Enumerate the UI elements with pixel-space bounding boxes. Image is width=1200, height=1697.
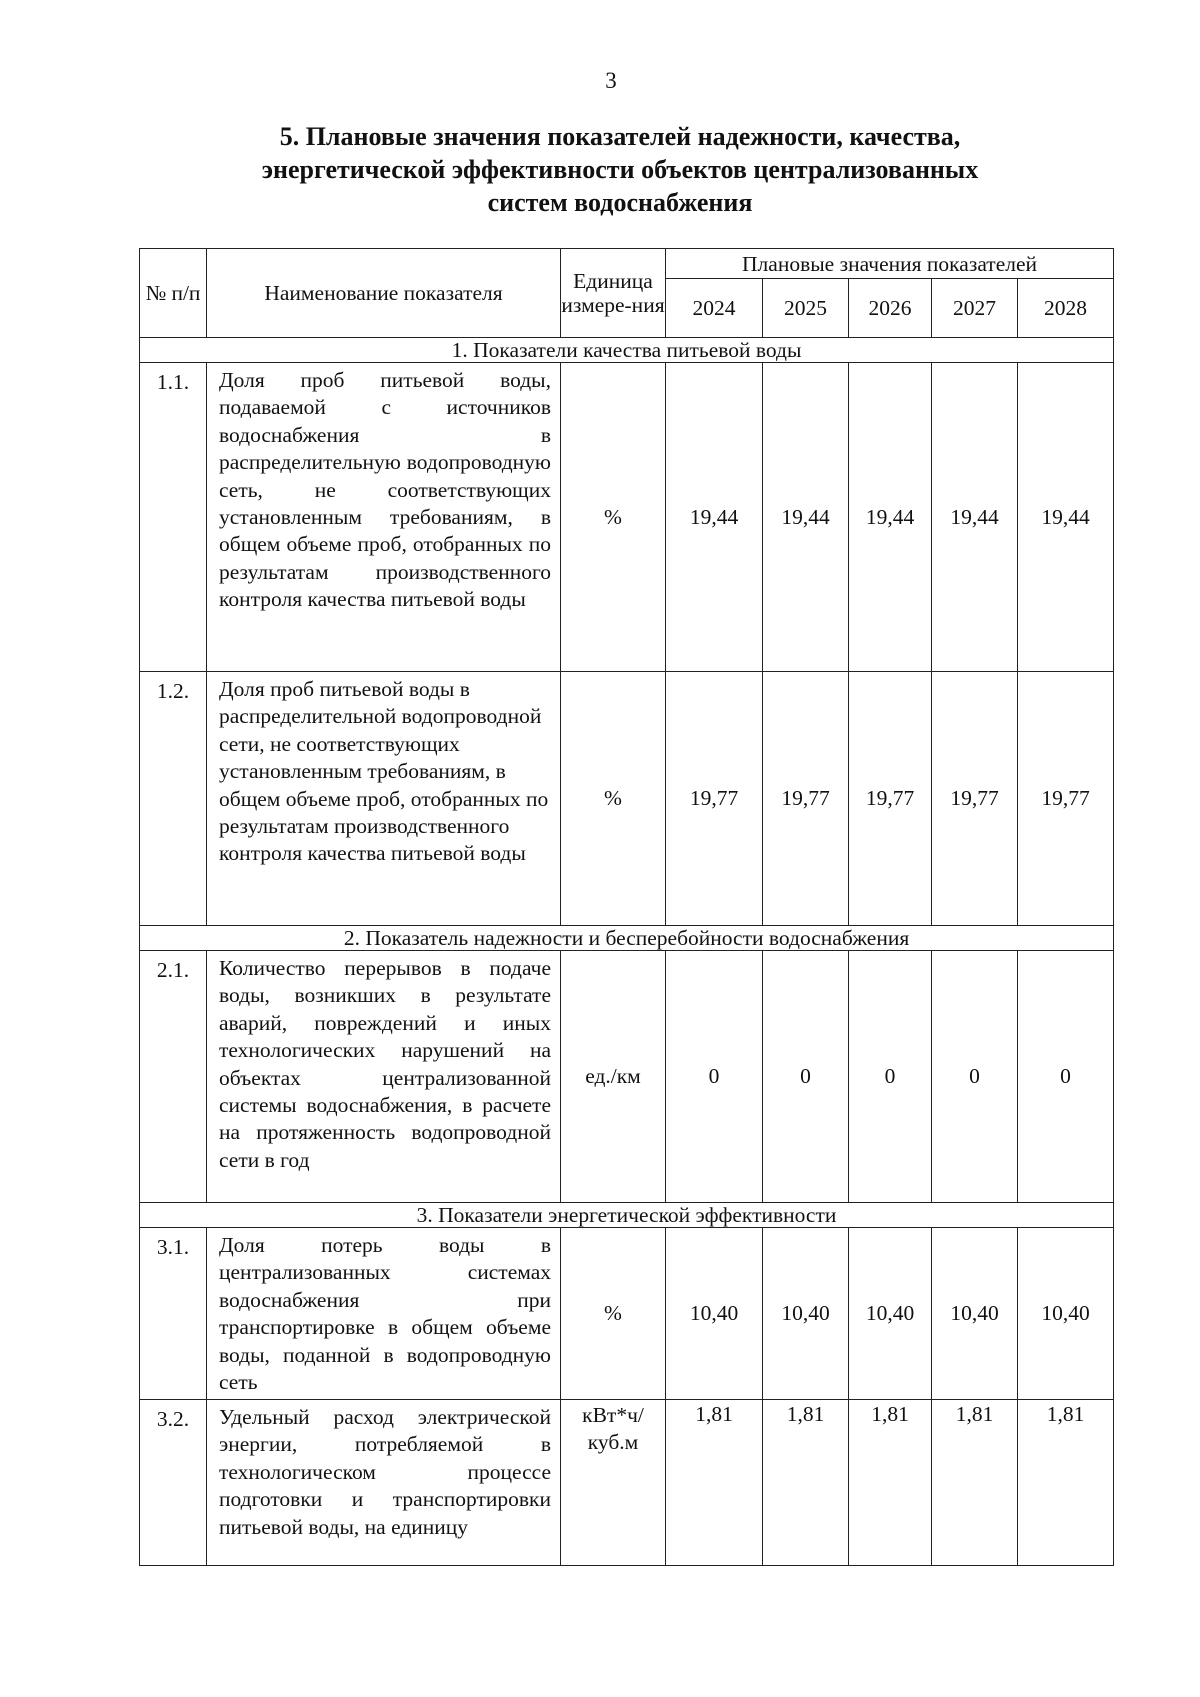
section-title: 2. Показатель надежности и бесперебойности водоснабжения xyxy=(140,926,1114,951)
header-year: 2026 xyxy=(849,279,932,338)
value-cell: 0 xyxy=(932,951,1018,1203)
value-cell: 19,44 xyxy=(763,363,849,672)
value-cell: 0 xyxy=(763,951,849,1203)
value-cell: 19,77 xyxy=(1018,672,1114,926)
table-row xyxy=(140,363,1114,672)
indicator-name: Количество перерывов в подаче воды, возникших в результате аварий, повреждений и иных технологических нарушений на объектах централизованной системы водоснабжения, в расчете на протяженность водопроводной сети в год xyxy=(207,951,561,1203)
table-row xyxy=(140,672,1114,926)
value-cell: 0 xyxy=(1018,951,1114,1203)
unit-cell: кВт*ч/ куб.м xyxy=(561,1400,666,1566)
row-number: 3.2. xyxy=(140,1400,207,1566)
page-number: 3 xyxy=(605,68,617,93)
value-cell: 10,40 xyxy=(849,1228,932,1400)
indicator-name: Доля проб питьевой воды, подаваемой с источников водоснабжения в распределительную водопроводную сеть, не соответствующих установленным требованиям, в общем объеме проб, отобранных по результатам производственного контроля качества питьевой воды xyxy=(207,363,561,672)
value-cell: 0 xyxy=(849,951,932,1203)
header-year: 2024 xyxy=(666,279,763,338)
row-number: 2.1. xyxy=(140,951,207,1203)
page-title xyxy=(140,120,1100,219)
table-row xyxy=(140,1400,1114,1566)
unit-cell: % xyxy=(561,672,666,926)
value-cell: 1,81 xyxy=(666,1400,763,1566)
value-cell: 1,81 xyxy=(1018,1400,1114,1566)
table-row xyxy=(140,1228,1114,1400)
indicator-name: Доля потерь воды в централизованных системах водоснабжения при транспортировке в общем объеме воды, поданной в водопроводную сеть xyxy=(207,1228,561,1400)
unit-cell: % xyxy=(561,363,666,672)
value-cell: 19,77 xyxy=(932,672,1018,926)
value-cell: 19,77 xyxy=(666,672,763,926)
indicator-name: Удельный расход электрической энергии, потребляемой в технологическом процессе подготовки и транспортировки питьевой воды, на единицу xyxy=(207,1400,561,1566)
row-number: 3.1. xyxy=(140,1228,207,1400)
unit-cell: % xyxy=(561,1228,666,1400)
section-title: 3. Показатели энергетической эффективности xyxy=(140,1203,1114,1228)
value-cell: 1,81 xyxy=(849,1400,932,1566)
value-cell: 19,77 xyxy=(849,672,932,926)
value-cell: 19,44 xyxy=(1018,363,1114,672)
title-line-3: систем водоснабжения xyxy=(487,188,753,217)
indicator-name: Доля проб питьевой воды в распределительной водопроводной сети, не соответствующих установленным требованиям, в общем объеме проб, отобранных по результатам производственного контроля качества питьевой воды xyxy=(207,672,561,926)
row-number: 1.2. xyxy=(140,672,207,926)
header-planned-values: Плановые значения показателей xyxy=(666,249,1114,279)
title-line-1: 5. Плановые значения показателей надежности, качества, xyxy=(279,122,961,151)
header-no: № п/п xyxy=(140,249,207,338)
indicators-table xyxy=(139,248,1114,1566)
value-cell: 19,44 xyxy=(666,363,763,672)
table-row xyxy=(140,951,1114,1203)
row-number: 1.1. xyxy=(140,363,207,672)
value-cell: 19,44 xyxy=(932,363,1018,672)
value-cell: 1,81 xyxy=(763,1400,849,1566)
header-name: Наименование показателя xyxy=(207,249,561,338)
unit-cell: ед./км xyxy=(561,951,666,1203)
header-unit: Единица измере-ния xyxy=(561,249,666,338)
title-line-2: энергетической эффективности объектов централизованных xyxy=(261,155,979,184)
header-year: 2025 xyxy=(763,279,849,338)
section-title: 1. Показатели качества питьевой воды xyxy=(140,338,1114,363)
value-cell: 10,40 xyxy=(1018,1228,1114,1400)
value-cell: 19,77 xyxy=(763,672,849,926)
value-cell: 1,81 xyxy=(932,1400,1018,1566)
value-cell: 0 xyxy=(666,951,763,1203)
header-year: 2028 xyxy=(1018,279,1114,338)
header-year: 2027 xyxy=(932,279,1018,338)
value-cell: 10,40 xyxy=(666,1228,763,1400)
value-cell: 10,40 xyxy=(932,1228,1018,1400)
value-cell: 10,40 xyxy=(763,1228,849,1400)
value-cell: 19,44 xyxy=(849,363,932,672)
